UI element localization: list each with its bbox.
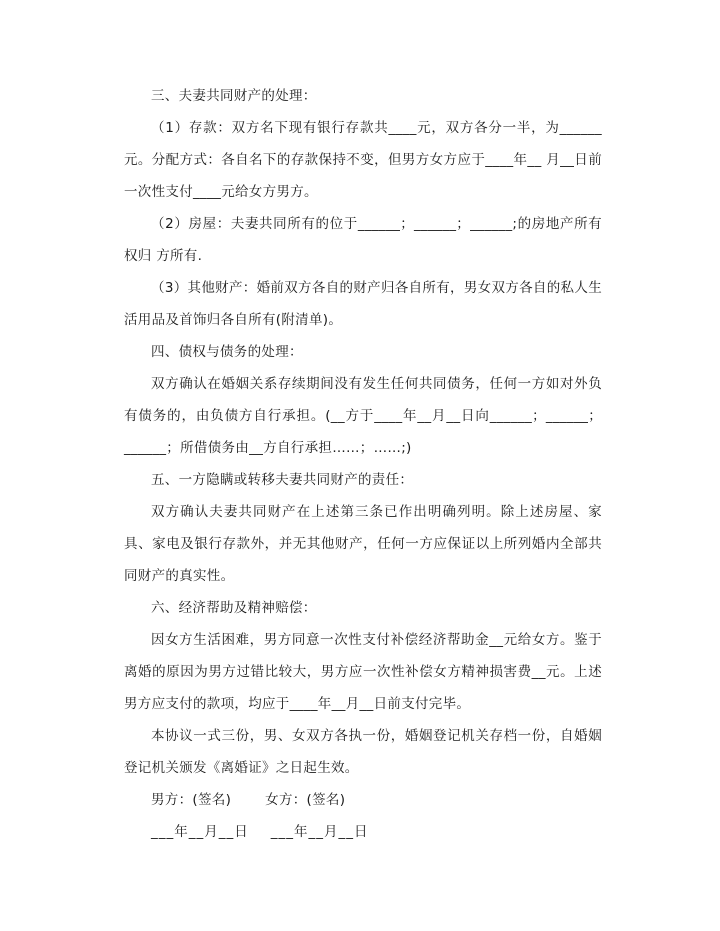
section-four-body: 双方确认在婚姻关系存续期间没有发生任何共同债务，任何一方如对外负有债务的，由负债方自行承担。(__方于____年__月__日向______；______；______；所借债务由__方自行承担……；……;) xyxy=(124,376,602,456)
document-body xyxy=(124,80,602,848)
male-signature-label: 男方：(签名) xyxy=(151,792,232,808)
closing-paragraph: 本协议一式三份，男、女双方各执一份，婚姻登记机关存档一份，自婚姻登记机关颁发《离婚证》之日起生效。 xyxy=(124,728,602,776)
section-six-body: 因女方生活困难，男方同意一次性支付补偿经济帮助金__元给女方。鉴于离婚的原因为男方过错比较大，男方应一次性补偿女方精神损害费__元。上述男方应支付的款项，均应于____年__月__日前支付完毕。 xyxy=(124,632,602,712)
section-heading-five: 五、一方隐瞒或转移夫妻共同财产的责任： xyxy=(151,472,414,488)
section-five-body: 双方确认夫妻共同财产在上述第三条已作出明确列明。除上述房屋、家具、家电及银行存款外，并无其他财产，任何一方应保证以上所列婚内全部共同财产的真实性。 xyxy=(124,504,602,584)
section-heading-four: 四、债权与债务的处理： xyxy=(151,344,303,360)
section-heading-six: 六、经济帮助及精神赔偿： xyxy=(151,600,317,616)
female-signature-date: ___年__月__日 xyxy=(270,824,369,840)
section-heading-three: 三、夫妻共同财产的处理： xyxy=(151,88,317,104)
section-three-item-house: （2）房屋：夫妻共同所有的位于______；______；______;的房地产所有权归 方所有. xyxy=(124,216,602,264)
section-three-item-deposits: （1）存款：双方名下现有银行存款共____元，双方各分一半，为______元。分配方式：各自名下的存款保持不变，但男方女方应于____年__ 月__日前一次性支付____元给女方男方。 xyxy=(124,120,602,200)
female-signature-label: 女方：(签名) xyxy=(265,792,346,808)
male-signature-date: ___年__月__日 xyxy=(151,824,249,840)
section-three-item-other-property: （3）其他财产：婚前双方各自的财产归各自所有，男女双方各自的私人生活用品及首饰归各自所有(附清单)。 xyxy=(124,280,602,328)
signature-name-row xyxy=(124,784,602,816)
signature-date-row xyxy=(124,816,602,848)
